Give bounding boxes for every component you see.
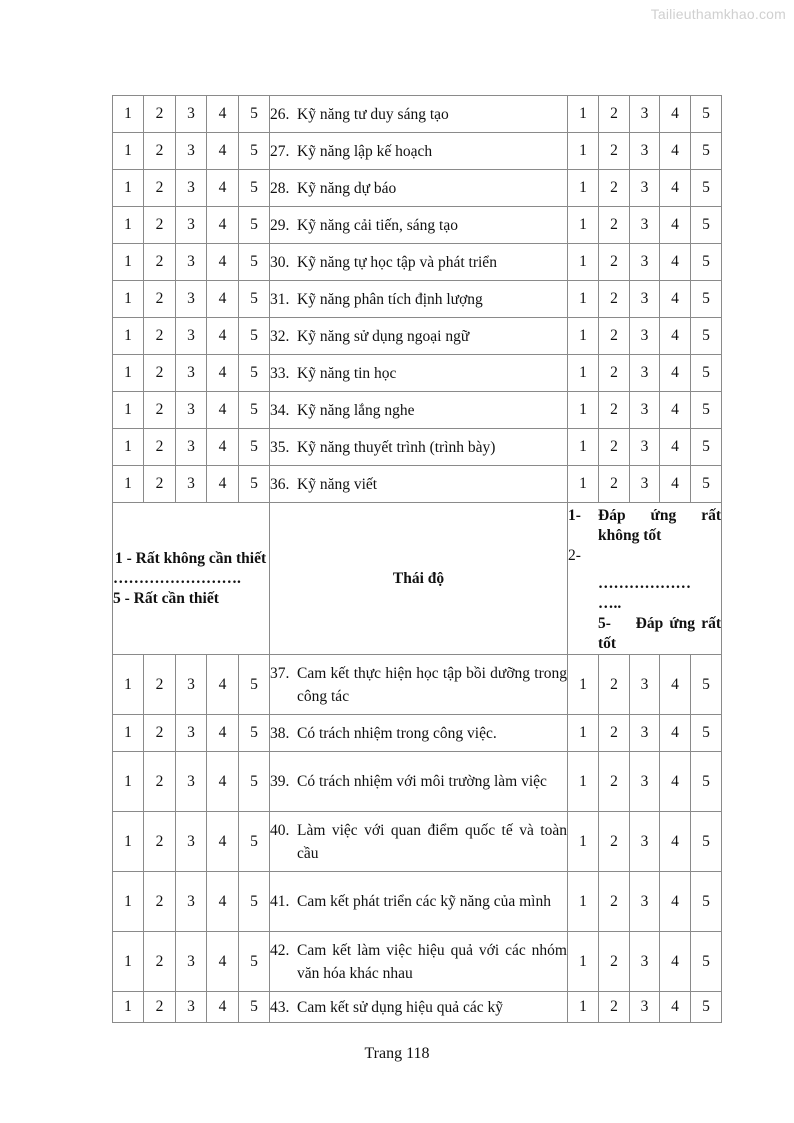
page-number: Trang 118 xyxy=(364,1045,430,1062)
table-row xyxy=(113,992,722,1023)
importance-option-2[interactable]: 2 xyxy=(144,872,176,932)
response-option-4[interactable]: 4 xyxy=(660,812,691,872)
response-option-5[interactable]: 5 xyxy=(691,932,722,992)
importance-option-4[interactable]: 4 xyxy=(207,392,239,429)
table-row xyxy=(113,466,722,503)
importance-option-1[interactable]: 1 xyxy=(113,170,144,207)
importance-option-1[interactable]: 1 xyxy=(113,655,144,715)
importance-option-5[interactable]: 5 xyxy=(239,992,270,1023)
response-option-4[interactable]: 4 xyxy=(660,429,691,466)
response-option-3[interactable]: 3 xyxy=(630,318,660,355)
response-option-3[interactable]: 3 xyxy=(630,872,660,932)
response-option-5[interactable]: 5 xyxy=(691,244,722,281)
importance-option-2[interactable]: 2 xyxy=(144,207,176,244)
item-number: 27. xyxy=(270,142,290,160)
attitude-header-section xyxy=(113,503,722,655)
response-option-1[interactable]: 1 xyxy=(568,170,599,207)
importance-option-4[interactable]: 4 xyxy=(207,96,239,133)
importance-option-1[interactable]: 1 xyxy=(113,207,144,244)
response-option-4[interactable]: 4 xyxy=(660,170,691,207)
table-row xyxy=(113,932,722,992)
item-text: Kỹ năng sử dụng ngoại ngữ xyxy=(297,327,470,345)
item-label xyxy=(270,992,568,1023)
table-row xyxy=(113,812,722,872)
item-number: 39. xyxy=(270,773,290,790)
legend-dots-2: ….. xyxy=(598,595,622,612)
importance-option-5[interactable]: 5 xyxy=(239,133,270,170)
item-number: 31. xyxy=(270,290,290,308)
response-option-2[interactable]: 2 xyxy=(599,655,630,715)
response-option-3[interactable]: 3 xyxy=(630,133,660,170)
item-text: Làm việc với quan điểm quốc tế và toàn cầu xyxy=(297,821,567,862)
importance-option-3[interactable]: 3 xyxy=(176,170,207,207)
importance-option-2[interactable]: 2 xyxy=(144,244,176,281)
item-label xyxy=(270,655,568,715)
importance-option-1[interactable]: 1 xyxy=(113,932,144,992)
attitudes-section xyxy=(113,655,722,1023)
table-row xyxy=(113,355,722,392)
importance-option-3[interactable]: 3 xyxy=(176,872,207,932)
response-option-2[interactable]: 2 xyxy=(599,244,630,281)
importance-option-4[interactable]: 4 xyxy=(207,715,239,752)
importance-option-3[interactable]: 3 xyxy=(176,133,207,170)
response-option-5[interactable]: 5 xyxy=(691,355,722,392)
table-row xyxy=(113,429,722,466)
importance-option-4[interactable]: 4 xyxy=(207,752,239,812)
response-option-2[interactable]: 2 xyxy=(599,752,630,812)
item-text: Cam kết thực hiện học tập bồi dưỡng trong công tác xyxy=(297,664,567,705)
response-option-5[interactable]: 5 xyxy=(691,872,722,932)
response-option-4[interactable]: 4 xyxy=(660,752,691,812)
response-option-3[interactable]: 3 xyxy=(630,752,660,812)
importance-legend xyxy=(113,503,270,655)
response-option-5[interactable]: 5 xyxy=(691,429,722,466)
importance-option-3[interactable]: 3 xyxy=(176,812,207,872)
item-number: 34. xyxy=(270,401,290,419)
response-option-1[interactable]: 1 xyxy=(568,392,599,429)
table-row xyxy=(113,318,722,355)
importance-option-5[interactable]: 5 xyxy=(239,715,270,752)
importance-option-2[interactable]: 2 xyxy=(144,812,176,872)
response-option-4[interactable]: 4 xyxy=(660,392,691,429)
item-label xyxy=(270,392,568,429)
importance-option-3[interactable]: 3 xyxy=(176,318,207,355)
legend-dots-1: ……………… xyxy=(598,575,691,592)
item-label xyxy=(270,466,568,503)
section-title: Thái độ xyxy=(270,503,568,655)
importance-option-3[interactable]: 3 xyxy=(176,207,207,244)
item-text: Kỹ năng dự báo xyxy=(297,179,397,197)
response-option-1[interactable]: 1 xyxy=(568,466,599,503)
importance-option-1[interactable]: 1 xyxy=(113,992,144,1023)
item-text: Kỹ năng thuyết trình (trình bày) xyxy=(297,438,496,456)
item-label xyxy=(270,133,568,170)
table-row xyxy=(113,655,722,715)
importance-option-2[interactable]: 2 xyxy=(144,655,176,715)
importance-option-4[interactable]: 4 xyxy=(207,466,239,503)
importance-option-1[interactable]: 1 xyxy=(113,872,144,932)
item-label xyxy=(270,244,568,281)
importance-option-3[interactable]: 3 xyxy=(176,715,207,752)
importance-option-5[interactable]: 5 xyxy=(239,170,270,207)
importance-option-3[interactable]: 3 xyxy=(176,429,207,466)
importance-option-3[interactable]: 3 xyxy=(176,355,207,392)
response-option-2[interactable]: 2 xyxy=(599,429,630,466)
response-option-5[interactable]: 5 xyxy=(691,96,722,133)
importance-option-4[interactable]: 4 xyxy=(207,872,239,932)
importance-option-2[interactable]: 2 xyxy=(144,133,176,170)
importance-option-2[interactable]: 2 xyxy=(144,429,176,466)
response-option-1[interactable]: 1 xyxy=(568,752,599,812)
response-option-3[interactable]: 3 xyxy=(630,466,660,503)
item-text: Cam kết phát triển các kỹ năng của mình xyxy=(297,893,551,910)
importance-option-1[interactable]: 1 xyxy=(113,812,144,872)
importance-option-3[interactable]: 3 xyxy=(176,466,207,503)
legend-low: 1 - Rất không cần thiết xyxy=(115,549,267,567)
importance-option-3[interactable]: 3 xyxy=(176,932,207,992)
importance-option-3[interactable]: 3 xyxy=(176,96,207,133)
importance-option-2[interactable]: 2 xyxy=(144,281,176,318)
response-option-3[interactable]: 3 xyxy=(630,170,660,207)
response-option-2[interactable]: 2 xyxy=(599,992,630,1023)
importance-option-2[interactable]: 2 xyxy=(144,992,176,1023)
response-option-1[interactable]: 1 xyxy=(568,812,599,872)
item-text: Kỹ năng tự học tập và phát triển xyxy=(297,253,497,271)
importance-option-4[interactable]: 4 xyxy=(207,133,239,170)
legend-key-5: 5- xyxy=(598,615,611,632)
response-option-5[interactable]: 5 xyxy=(691,170,722,207)
response-option-1[interactable]: 1 xyxy=(568,715,599,752)
importance-option-1[interactable]: 1 xyxy=(113,715,144,752)
importance-option-4[interactable]: 4 xyxy=(207,355,239,392)
importance-option-5[interactable]: 5 xyxy=(239,96,270,133)
section-header-row xyxy=(113,503,722,655)
item-number: 42. xyxy=(270,941,290,959)
table-row xyxy=(113,281,722,318)
item-text: Kỹ năng tư duy sáng tạo xyxy=(297,105,449,123)
skills-section xyxy=(113,96,722,503)
item-label xyxy=(270,170,568,207)
importance-option-2[interactable]: 2 xyxy=(144,170,176,207)
response-option-2[interactable]: 2 xyxy=(599,96,630,133)
survey-table xyxy=(112,95,722,1023)
response-option-3[interactable]: 3 xyxy=(630,932,660,992)
table-row xyxy=(113,133,722,170)
response-option-5[interactable]: 5 xyxy=(691,992,722,1023)
response-option-2[interactable]: 2 xyxy=(599,133,630,170)
item-number: 29. xyxy=(270,216,290,234)
item-number: 37. xyxy=(270,664,290,682)
importance-option-5[interactable]: 5 xyxy=(239,318,270,355)
importance-option-1[interactable]: 1 xyxy=(113,318,144,355)
response-option-1[interactable]: 1 xyxy=(568,318,599,355)
item-number: 30. xyxy=(270,253,290,271)
item-label xyxy=(270,812,568,872)
item-text: Có trách nhiệm với môi trường làm việc xyxy=(297,773,547,790)
importance-option-3[interactable]: 3 xyxy=(176,281,207,318)
response-option-4[interactable]: 4 xyxy=(660,133,691,170)
table-row xyxy=(113,96,722,133)
importance-option-2[interactable]: 2 xyxy=(144,318,176,355)
response-option-2[interactable]: 2 xyxy=(599,392,630,429)
importance-option-5[interactable]: 5 xyxy=(239,812,270,872)
response-option-2[interactable]: 2 xyxy=(599,318,630,355)
response-option-2[interactable]: 2 xyxy=(599,355,630,392)
item-label xyxy=(270,752,568,812)
importance-option-1[interactable]: 1 xyxy=(113,392,144,429)
importance-option-5[interactable]: 5 xyxy=(239,429,270,466)
importance-option-3[interactable]: 3 xyxy=(176,244,207,281)
response-option-3[interactable]: 3 xyxy=(630,244,660,281)
importance-option-4[interactable]: 4 xyxy=(207,655,239,715)
item-label xyxy=(270,207,568,244)
item-text: Cam kết sử dụng hiệu quả các kỹ xyxy=(297,998,503,1016)
response-option-5[interactable]: 5 xyxy=(691,466,722,503)
item-label xyxy=(270,932,568,992)
importance-option-5[interactable]: 5 xyxy=(239,932,270,992)
item-text: Kỹ năng viết xyxy=(297,475,378,493)
response-option-5[interactable]: 5 xyxy=(691,655,722,715)
response-option-2[interactable]: 2 xyxy=(599,281,630,318)
importance-option-2[interactable]: 2 xyxy=(144,752,176,812)
table-row xyxy=(113,392,722,429)
response-option-1[interactable]: 1 xyxy=(568,655,599,715)
importance-option-3[interactable]: 3 xyxy=(176,992,207,1023)
table-row xyxy=(113,715,722,752)
response-option-5[interactable]: 5 xyxy=(691,392,722,429)
importance-option-2[interactable]: 2 xyxy=(144,392,176,429)
response-option-3[interactable]: 3 xyxy=(630,281,660,318)
importance-option-1[interactable]: 1 xyxy=(113,466,144,503)
item-number: 33. xyxy=(270,364,290,382)
response-option-3[interactable]: 3 xyxy=(630,392,660,429)
table-row xyxy=(113,244,722,281)
item-number: 26. xyxy=(270,105,290,123)
response-option-4[interactable]: 4 xyxy=(660,207,691,244)
importance-option-4[interactable]: 4 xyxy=(207,812,239,872)
response-option-2[interactable]: 2 xyxy=(599,170,630,207)
importance-option-1[interactable]: 1 xyxy=(113,281,144,318)
importance-option-2[interactable]: 2 xyxy=(144,466,176,503)
watermark: Tailieuthamkhao.com xyxy=(650,6,786,22)
response-legend xyxy=(568,503,722,655)
response-option-5[interactable]: 5 xyxy=(691,207,722,244)
response-option-5[interactable]: 5 xyxy=(691,812,722,872)
importance-option-4[interactable]: 4 xyxy=(207,932,239,992)
item-text: Kỹ năng lập kế hoạch xyxy=(297,142,433,160)
item-number: 35. xyxy=(270,438,290,456)
response-option-4[interactable]: 4 xyxy=(660,992,691,1023)
response-option-5[interactable]: 5 xyxy=(691,715,722,752)
item-text: Có trách nhiệm trong công việc. xyxy=(297,724,497,742)
response-option-3[interactable]: 3 xyxy=(630,429,660,466)
response-option-5[interactable]: 5 xyxy=(691,752,722,812)
response-option-1[interactable]: 1 xyxy=(568,932,599,992)
item-text: Kỹ năng phân tích định lượng xyxy=(297,290,483,308)
importance-option-5[interactable]: 5 xyxy=(239,281,270,318)
importance-option-4[interactable]: 4 xyxy=(207,207,239,244)
importance-option-2[interactable]: 2 xyxy=(144,96,176,133)
importance-option-4[interactable]: 4 xyxy=(207,992,239,1023)
response-option-2[interactable]: 2 xyxy=(599,715,630,752)
table-row xyxy=(113,207,722,244)
item-text: Kỹ năng cải tiến, sáng tạo xyxy=(297,216,458,234)
item-number: 28. xyxy=(270,179,290,197)
item-label xyxy=(270,715,568,752)
response-option-3[interactable]: 3 xyxy=(630,812,660,872)
importance-option-5[interactable]: 5 xyxy=(239,655,270,715)
response-option-2[interactable]: 2 xyxy=(599,466,630,503)
item-label xyxy=(270,355,568,392)
importance-option-1[interactable]: 1 xyxy=(113,96,144,133)
importance-option-3[interactable]: 3 xyxy=(176,752,207,812)
response-option-4[interactable]: 4 xyxy=(660,932,691,992)
importance-option-4[interactable]: 4 xyxy=(207,244,239,281)
legend-value-5: Đáp ứng rất tốt xyxy=(598,615,722,652)
item-label xyxy=(270,429,568,466)
response-option-4[interactable]: 4 xyxy=(660,872,691,932)
response-option-2[interactable]: 2 xyxy=(599,932,630,992)
table-row xyxy=(113,170,722,207)
response-option-5[interactable]: 5 xyxy=(691,133,722,170)
item-number: 36. xyxy=(270,475,290,493)
response-option-5[interactable]: 5 xyxy=(691,318,722,355)
legend-value-1: Đáp ứng rất không tốt xyxy=(598,507,721,544)
item-number: 41. xyxy=(270,893,290,910)
item-number: 32. xyxy=(270,327,290,345)
table-row xyxy=(113,872,722,932)
item-label xyxy=(270,872,568,932)
response-option-2[interactable]: 2 xyxy=(599,872,630,932)
importance-option-2[interactable]: 2 xyxy=(144,932,176,992)
importance-option-1[interactable]: 1 xyxy=(113,133,144,170)
importance-option-5[interactable]: 5 xyxy=(239,207,270,244)
table-row xyxy=(113,752,722,812)
importance-option-5[interactable]: 5 xyxy=(239,244,270,281)
response-option-4[interactable]: 4 xyxy=(660,715,691,752)
legend-key-2: 2- xyxy=(568,547,581,564)
legend-high: 5 - Rất cần thiết xyxy=(113,589,219,607)
response-option-1[interactable]: 1 xyxy=(568,207,599,244)
response-option-4[interactable]: 4 xyxy=(660,318,691,355)
response-option-3[interactable]: 3 xyxy=(630,992,660,1023)
importance-option-3[interactable]: 3 xyxy=(176,655,207,715)
importance-option-5[interactable]: 5 xyxy=(239,392,270,429)
response-option-4[interactable]: 4 xyxy=(660,466,691,503)
response-option-2[interactable]: 2 xyxy=(599,207,630,244)
response-option-1[interactable]: 1 xyxy=(568,96,599,133)
item-label xyxy=(270,281,568,318)
response-option-4[interactable]: 4 xyxy=(660,281,691,318)
response-option-5[interactable]: 5 xyxy=(691,281,722,318)
item-label xyxy=(270,318,568,355)
response-option-3[interactable]: 3 xyxy=(630,355,660,392)
item-label xyxy=(270,96,568,133)
importance-option-4[interactable]: 4 xyxy=(207,281,239,318)
response-option-3[interactable]: 3 xyxy=(630,715,660,752)
importance-option-5[interactable]: 5 xyxy=(239,466,270,503)
item-number: 38. xyxy=(270,724,290,742)
response-option-1[interactable]: 1 xyxy=(568,429,599,466)
response-option-2[interactable]: 2 xyxy=(599,812,630,872)
importance-option-1[interactable]: 1 xyxy=(113,244,144,281)
response-option-4[interactable]: 4 xyxy=(660,96,691,133)
response-option-4[interactable]: 4 xyxy=(660,244,691,281)
response-option-1[interactable]: 1 xyxy=(568,992,599,1023)
legend-key-1: 1- xyxy=(568,507,581,524)
importance-option-4[interactable]: 4 xyxy=(207,170,239,207)
importance-option-1[interactable]: 1 xyxy=(113,752,144,812)
importance-option-1[interactable]: 1 xyxy=(113,355,144,392)
response-option-1[interactable]: 1 xyxy=(568,281,599,318)
importance-option-4[interactable]: 4 xyxy=(207,429,239,466)
importance-option-2[interactable]: 2 xyxy=(144,355,176,392)
response-option-1[interactable]: 1 xyxy=(568,133,599,170)
importance-option-2[interactable]: 2 xyxy=(144,715,176,752)
importance-option-5[interactable]: 5 xyxy=(239,872,270,932)
response-option-1[interactable]: 1 xyxy=(568,872,599,932)
importance-option-5[interactable]: 5 xyxy=(239,355,270,392)
importance-option-3[interactable]: 3 xyxy=(176,392,207,429)
response-option-3[interactable]: 3 xyxy=(630,96,660,133)
item-text: Kỹ năng tin học xyxy=(297,364,397,382)
response-option-4[interactable]: 4 xyxy=(660,355,691,392)
importance-option-4[interactable]: 4 xyxy=(207,318,239,355)
response-option-4[interactable]: 4 xyxy=(660,655,691,715)
response-option-1[interactable]: 1 xyxy=(568,355,599,392)
item-number: 43. xyxy=(270,998,290,1016)
importance-option-5[interactable]: 5 xyxy=(239,752,270,812)
response-option-1[interactable]: 1 xyxy=(568,244,599,281)
item-number: 40. xyxy=(270,821,290,839)
legend-dots: ……………………. xyxy=(113,569,241,587)
response-option-3[interactable]: 3 xyxy=(630,207,660,244)
importance-option-1[interactable]: 1 xyxy=(113,429,144,466)
item-text: Kỹ năng lắng nghe xyxy=(297,401,415,419)
response-option-3[interactable]: 3 xyxy=(630,655,660,715)
item-text: Cam kết làm việc hiệu quả với các nhóm văn hóa khác nhau xyxy=(297,941,567,982)
